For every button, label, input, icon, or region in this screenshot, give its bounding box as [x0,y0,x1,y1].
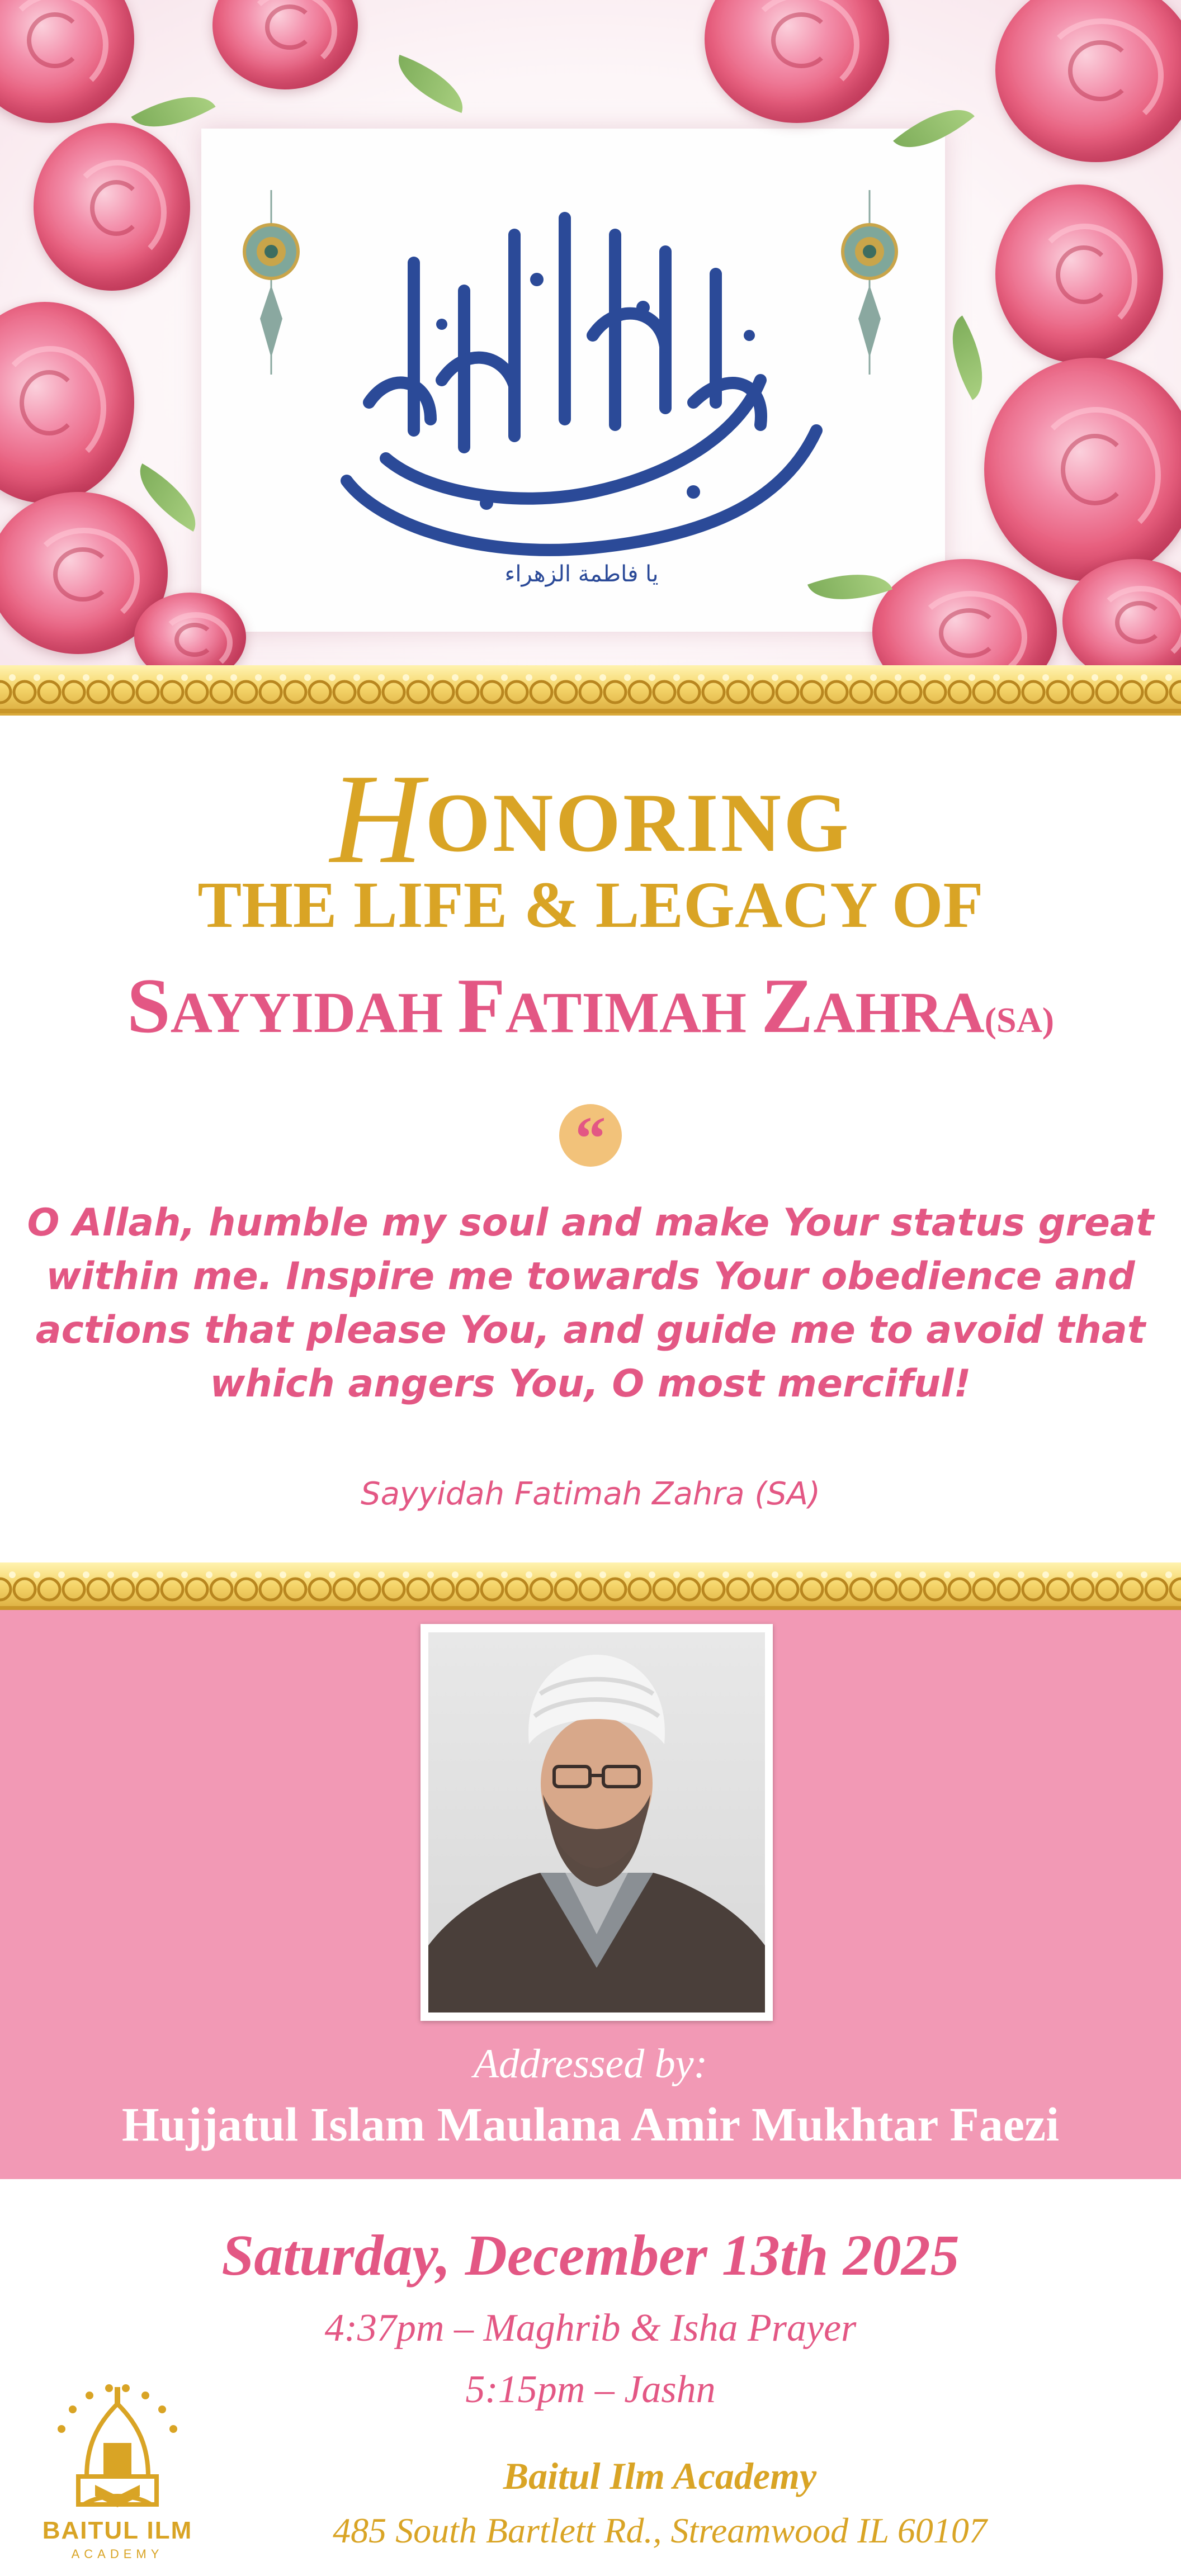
rose-decoration [984,358,1181,581]
hero-banner [0,0,1181,665]
ornament-left-icon [240,190,302,375]
scallop-pattern-icon [0,1562,1181,1613]
rose-decoration [0,302,134,503]
gold-border-middle [0,1562,1181,1613]
arabic-calligraphy [302,168,861,593]
quote-text: O Allah, humble my soul and make Your status great within me. Inspire me towards Your obedience and actions that please You, and guide me to avoid that which angers You, O most merciful! [27,1201,1154,1406]
leaf-decoration [388,55,473,113]
quote-attribution: Sayyidah Fatimah Zahra (SA) [361,1476,820,1512]
speaker-name: Hujjatul Islam Maulana Amir Mukhtar Faezi [121,2097,1060,2151]
venue-name: Baitul Ilm Academy [503,2455,817,2497]
event-time-jashn: 5:15pm – Jashn [465,2368,716,2411]
headline-name: SAYYIDAH FATIMAH ZAHRA(SA) [126,963,1055,1049]
addressed-by-label: Addressed by: [473,2041,708,2087]
event-date: Saturday, December 13th 2025 [221,2223,960,2288]
headline-honoring: HONORING [330,747,851,890]
gold-border-top [0,665,1181,716]
rose-decoration [0,0,134,123]
quote-icon: “ [559,1104,622,1167]
rose-decoration [995,184,1163,363]
scallop-pattern-icon [0,665,1181,716]
calligraphy-text: يا فاطمة الزهراء [504,561,659,587]
logo-subtitle: ACADEMY [71,2547,164,2561]
speaker-photo [428,1632,765,2012]
logo-title: BAITUL ILM [42,2517,193,2544]
venue-address: 485 South Bartlett Rd., Streamwood IL 60107 [333,2511,987,2550]
event-time-prayer: 4:37pm – Maghrib & Isha Prayer [324,2307,857,2350]
rose-decoration [705,0,889,123]
headline-subtitle: THE LIFE & LEGACY OF [197,868,984,941]
speaker-portrait-icon [428,1632,765,2012]
rose-decoration [212,0,358,89]
rose-decoration [34,123,190,291]
rose-decoration [995,0,1181,162]
